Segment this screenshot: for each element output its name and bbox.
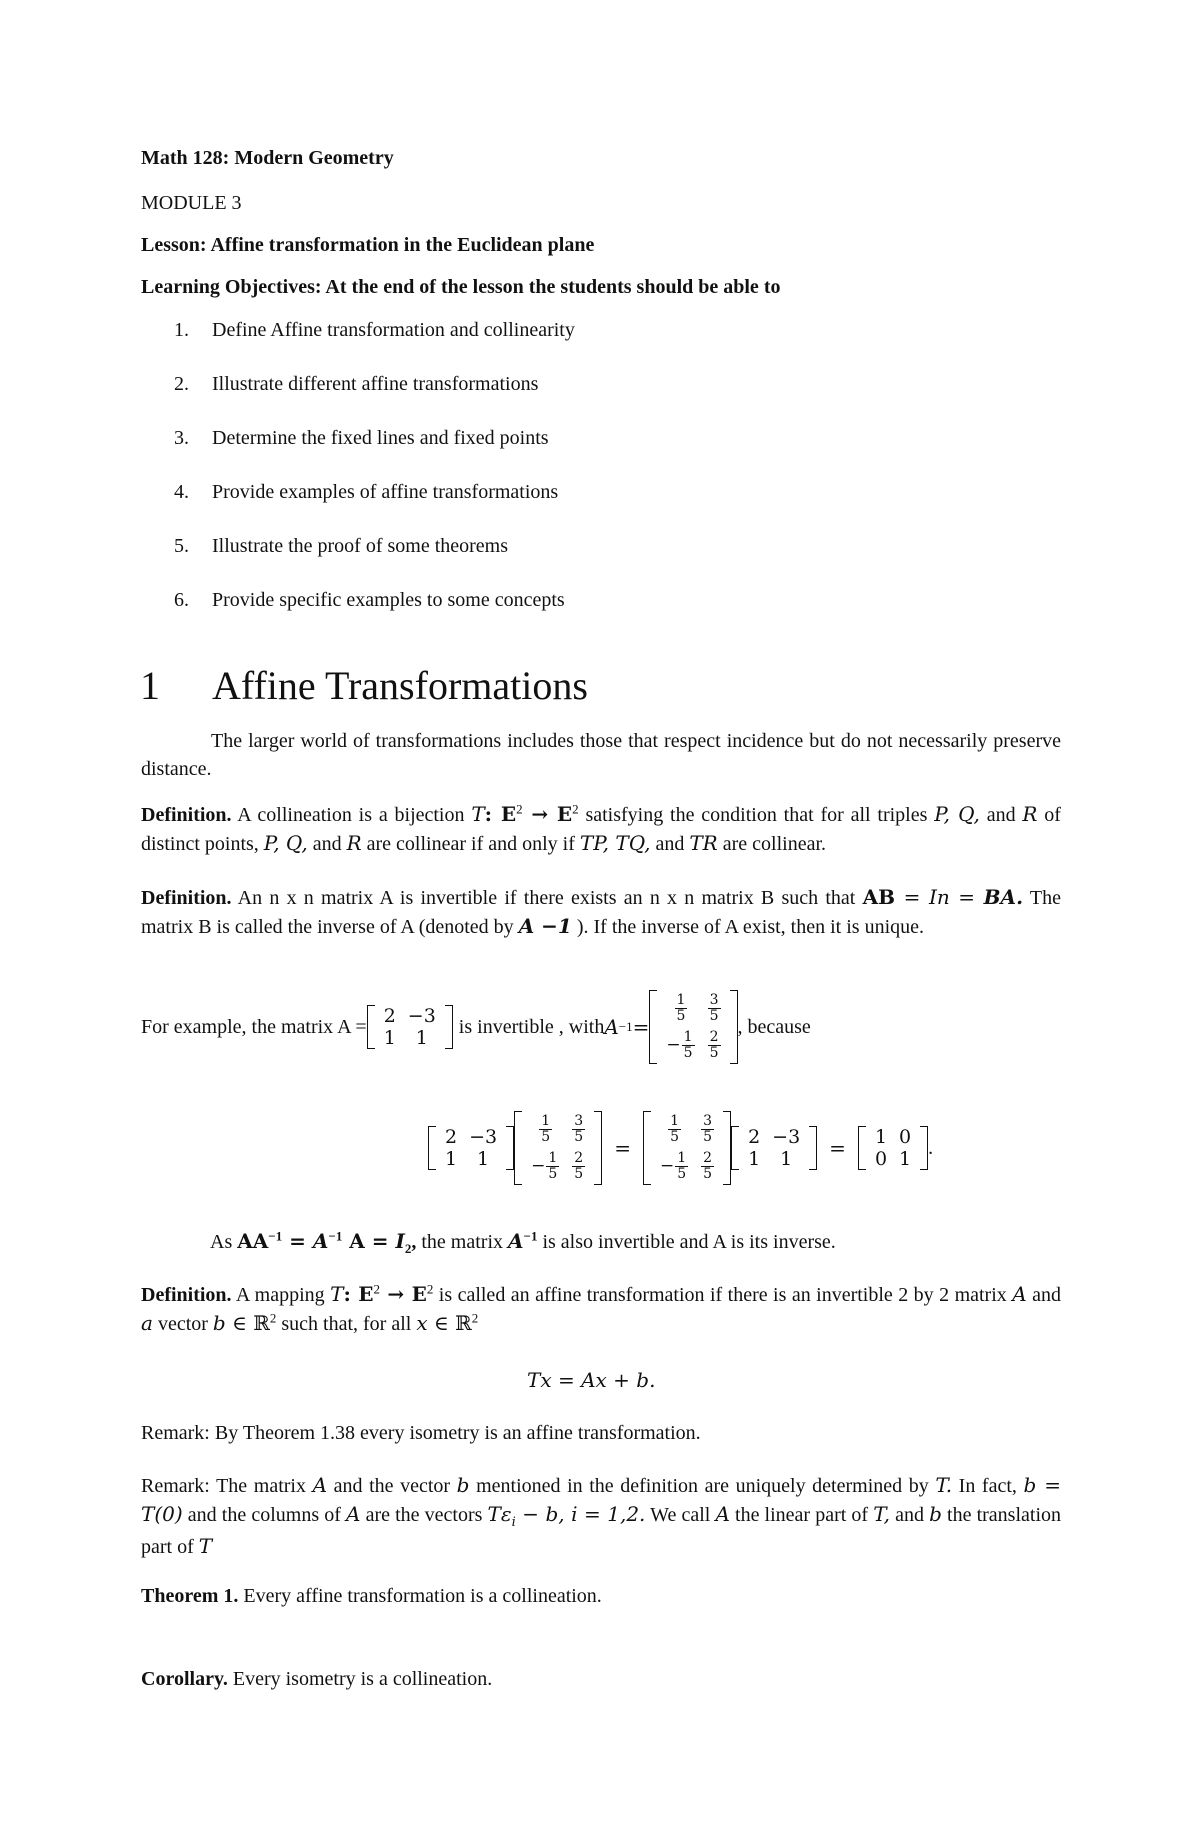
inverse-remark: As $AA^{-1} = A^{-1}$ $A = I_2$, the matrix $A^{-1}$ is also invertible and A is its inverse. (210, 1228, 836, 1256)
section-number: 1 (140, 663, 160, 708)
matrix-a-inverse: $\frac{1}{5}$ $\frac{3}{5}$ − $\frac{1}{5}$ $\frac{2}{5}$ (643, 1111, 731, 1185)
matrix-a-inverse: $\frac{1}{5}$ $\frac{3}{5}$ − $\frac{1}{5}$ $\frac{2}{5}$ (649, 990, 737, 1064)
example-line: For example, the matrix A = 2 −3 1 1 is invertible , with A −1 = $\frac{1}{5}$ $\frac{3}{5}$ − $\frac{1}{5}$ $\frac{2}{5}$ , because (141, 990, 811, 1064)
lesson-title: Lesson: Affine transformation in the Euclidean plane (141, 234, 595, 256)
identity-matrix: 1 0 0 1 (858, 1126, 928, 1170)
theorem-1: Theorem 1. Every affine transformation is a collineation. (141, 1585, 602, 1607)
intro-paragraph: The larger world of transformations includes those that respect incidence but do not necessarily preserve distance. (141, 730, 1061, 780)
remark-isometry: Remark: By Theorem 1.38 every isometry is an affine transformation. (141, 1422, 701, 1444)
remark-linear-part: Remark: The matrix A and the vector b mentioned in the definition are uniquely determined by T. In fact, b = T(0) and the columns of A are the vectors $T\varepsilon_i - b$, i = 1,2. We call A the linear part of T, and b the translation part of T (141, 1473, 1062, 1559)
course-title: Math 128: Modern Geometry (141, 147, 394, 169)
module-label: MODULE 3 (141, 192, 242, 214)
definition-invertible: Definition. An n x n matrix A is invertible if there exists an n x n matrix B such that AB = In = BA. The matrix B is called the inverse of A (denoted by A −1 ). If the inverse of A exist, then it is unique. (141, 885, 1061, 938)
matrix-product-equation: 2 −3 1 1 $\frac{1}{5}$ $\frac{3}{5}$ − $\frac{1}{5}$ $\frac{2}{5}$ = $\frac{1}{5}$ $\frac{3}{5}$ − $\frac{1}{5}$ $\frac{2}{5}$ 2 −3 1 1 = 1 0 0 1 . (428, 1111, 933, 1185)
matrix-a: 2 −3 1 1 (367, 1005, 453, 1049)
definition-collineation: Definition. A collineation is a bijection T: $E^2 \to E^2$ satisfying the condition that for all triples P, Q, and R of distinct points, P, Q, and R are collinear if and only if TP, TQ, and TR are collinear. (141, 801, 1061, 855)
objectives-intro: Learning Objectives: At the end of the lesson the students should be able to (141, 276, 781, 298)
matrix-a: 2 −3 1 1 (428, 1126, 514, 1170)
section-title: Affine Transformations (212, 663, 588, 708)
document-page: Math 128: Modern Geometry MODULE 3 Lesson: Affine transformation in the Euclidean plane Learning Objectives: At the end of the lesson the students should be able to 1. Define Affine transformation and collinearity 2. Illustrate different affine transformations 3. Determine the fixed lines and fixed points 4. Provide examples of affine transformations 5. Illustrate the proof of some theorems 6. Provide specific examples to some concepts 1 Affine Transformations The larger world of transformations includes those that respect incidence but do not necessarily preserve distance. Definition. A collineation is a bijection T: $E^2 \to E^2$ satisfying the condition that for all triples P, Q, and R of distinct points, P, Q, and R are collinear if and only if TP, TQ, and TR are collinear. Definition. An n x n matrix A is invertible if there exists an n x n matrix B such that AB = In = BA. The matrix B is called the inverse of A (denoted by A −1 ). If the inverse of A exist, then it is unique. For example, the matrix A = 2 −3 1 1 is invertible , with A −1 = $\frac{1}{5}$ $\frac{3}{5}$ − $\frac{1}{5}$ $\frac{2}{5}$ , because 2 −3 1 1 $\frac{1}{5}$ $\frac{3}{5}$ − $\frac{1}{5}$ $\frac{2}{5}$ = $\frac{1}{5}$ $\frac{3}{5}$ − $\frac{1}{5}$ $\frac{2}{5}$ 2 −3 1 1 = 1 0 0 1 . As $AA^{-1} = A^{-1}$ $A = I_2$, the matrix $A^{-1}$ is also invertible and A is its inverse. Definition. A mapping T: $E^2 \to E^2$ is called an affine transformation if there is an invertible 2 by 2 matrix A and a vector b ∈ ℝ$^2$ such that, for all x ∈ ℝ$^2$ Tx = Ax + b. Remark: By Theorem 1.38 every isometry is an affine transformation. Remark: The matrix A and the vector b mentioned in the definition are uniquely determined by T. In fact, b = T(0) and the columns of A are the vectors $T\varepsilon_i - b$, i = 1,2. We call A the linear part of T, and b the translation part of T Theorem 1. Every affine transformation is a collineation. Corollary. Every isometry is a collineation. (0, 0, 1200, 1835)
section-heading (140, 658, 588, 714)
matrix-a: 2 −3 1 1 (731, 1126, 817, 1170)
corollary: Corollary. Every isometry is a collineation. (141, 1668, 493, 1690)
matrix-a-inverse: $\frac{1}{5}$ $\frac{3}{5}$ − $\frac{1}{5}$ $\frac{2}{5}$ (514, 1111, 602, 1185)
definition-affine-transformation: Definition. A mapping T: $E^2 \to E^2$ is called an affine transformation if there is an invertible 2 by 2 matrix A and a vector b ∈ ℝ$^2$ such that, for all x ∈ ℝ$^2$ (141, 1281, 1061, 1335)
affine-formula: Tx = Ax + b. (527, 1368, 656, 1392)
